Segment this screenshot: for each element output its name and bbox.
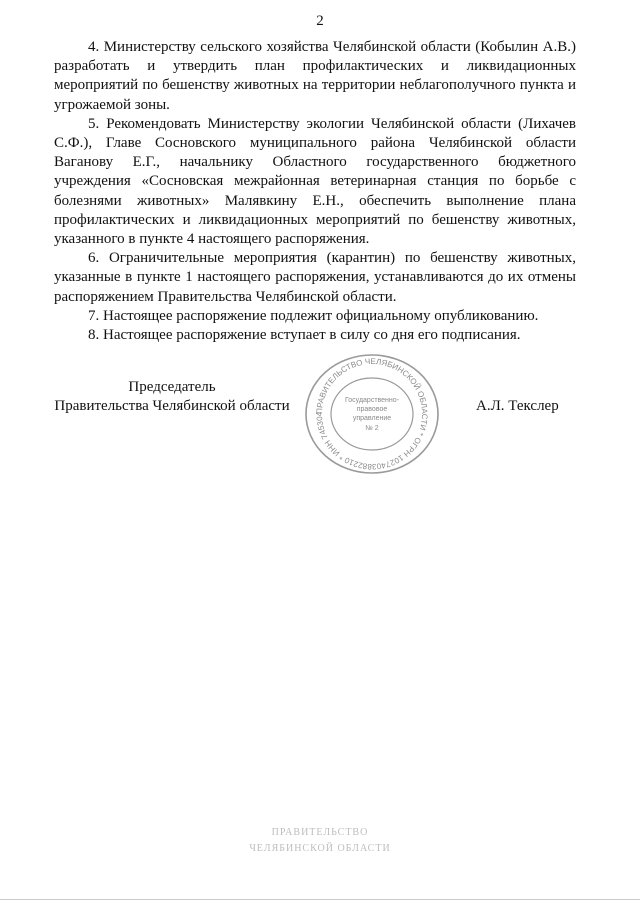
paragraph-8: 8. Настоящее распоряжение вступает в силу со дня его подписания. <box>88 327 521 344</box>
seal-center-line2: правовое <box>356 406 388 413</box>
paragraph-4: 4. Министерству сельского хозяйства Челябинской области (Кобылин А.В.) разработать и утвердить план профилактических и ликвидационных мероприятий по бешенству животных на территории неблагополучного пункта и угрожаемой зоны. <box>54 39 576 113</box>
footer-watermark-line2: ЧЕЛЯБИНСКОЙ ОБЛАСТИ <box>249 843 391 854</box>
paragraph-7: 7. Настоящее распоряжение подлежит официальному опубликованию. <box>88 307 539 324</box>
signatory-name: А.Л. Текслер <box>476 398 559 414</box>
seal-center-line4: № 2 <box>365 425 379 432</box>
official-seal <box>302 352 442 476</box>
footer-watermark-line1: ПРАВИТЕЛЬСТВО <box>271 827 369 838</box>
document-body <box>54 38 576 345</box>
seal-center-line3: управление <box>352 415 392 422</box>
paragraph-6: 6. Ограничительные мероприятия (карантин) по бешенству животных, указанные в пункте 1 настоящего распоряжения, устанавливаются до их отмены распоряжением Правительства Челябинской области. <box>54 250 576 305</box>
page-bottom-edge <box>0 899 640 900</box>
signatory-title <box>52 378 292 416</box>
page-number: 2 <box>316 13 324 29</box>
seal-center-line1: Государственно- <box>344 397 400 404</box>
signatory-title-line1: Председатель <box>128 379 216 395</box>
seal-outer-ring-text: ПРАВИТЕЛЬСТВО ЧЕЛЯБИНСКОЙ ОБЛАСТИ * ОГРН 1027403882210 * ИНН 745304 <box>314 356 430 472</box>
paragraph-5: 5. Рекомендовать Министерству экологии Челябинской области (Лихачев С.Ф.), Главе Сосновского муниципального района Челябинской области Ваганову Е.Г., начальнику Областного государственного бюджетного учреждения «Сосновская межрайонная ветеринарная станция по борьбе с болезнями животных» Малявкину Е.Н., обеспечить выполнение плана профилактических и ликвидационных мероприятий по бешенству животных, указанного в пункте 4 настоящего распоряжения. <box>54 115 576 248</box>
signatory-title-line2: Правительства Челябинской области <box>54 398 290 415</box>
